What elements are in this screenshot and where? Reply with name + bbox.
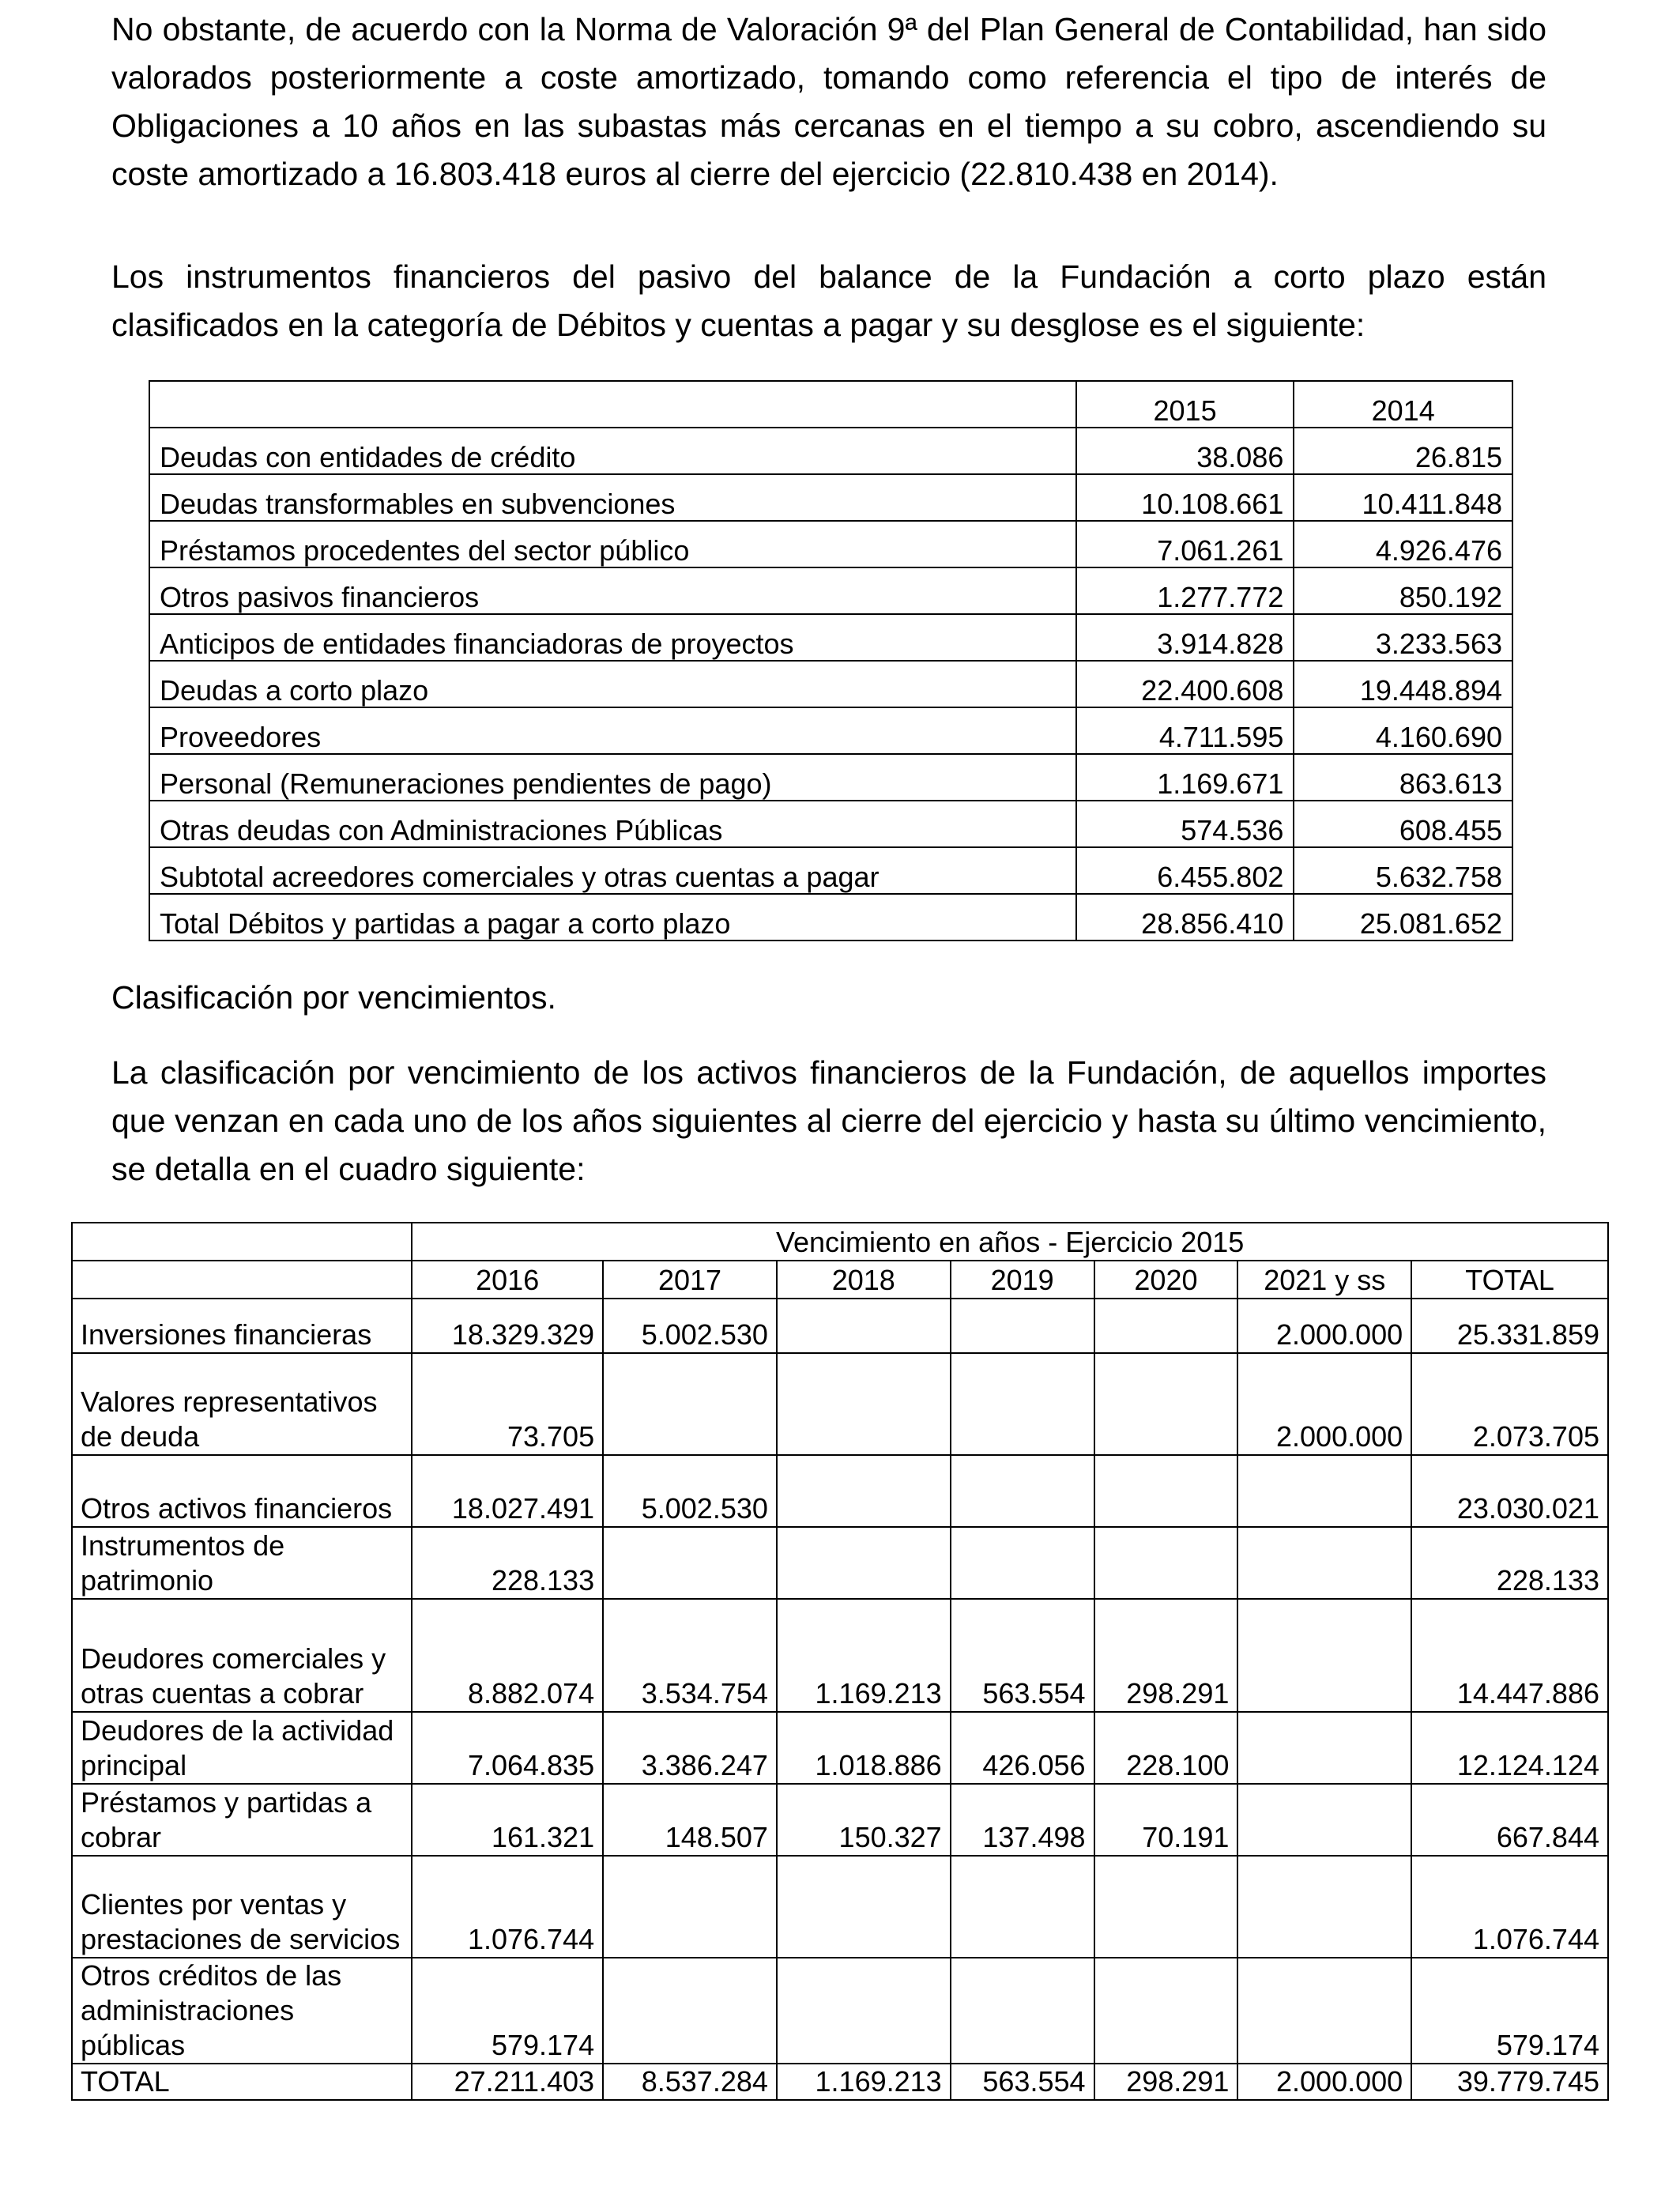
group-header-row xyxy=(72,1223,1608,1261)
table-cell: 18.027.491 xyxy=(412,1455,603,1527)
table-cell: 4.160.690 xyxy=(1294,707,1512,754)
table-cell: 228.133 xyxy=(1411,1527,1608,1599)
column-header: 2016 xyxy=(412,1261,603,1299)
table-row xyxy=(149,707,1512,754)
table-cell: 150.327 xyxy=(777,1784,951,1856)
table-cell: 3.233.563 xyxy=(1294,614,1512,661)
table-cell xyxy=(1237,1784,1411,1856)
row-label: Deudas con entidades de crédito xyxy=(149,428,1076,474)
table-cell xyxy=(777,1958,951,2064)
table-cell: 26.815 xyxy=(1294,428,1512,474)
table-cell xyxy=(777,1353,951,1455)
empty-cell xyxy=(72,1223,412,1261)
table-cell: 1.169.671 xyxy=(1076,754,1294,801)
table-cell: 23.030.021 xyxy=(1411,1455,1608,1527)
table-cell: 10.108.661 xyxy=(1076,474,1294,521)
table-cell: 2.000.000 xyxy=(1237,2064,1411,2100)
row-label: Otros pasivos financieros xyxy=(149,567,1076,614)
table-cell xyxy=(1237,1958,1411,2064)
row-label: Subtotal acreedores comerciales y otras cuentas a pagar xyxy=(149,847,1076,894)
table-row xyxy=(149,661,1512,707)
table-cell xyxy=(951,1299,1094,1353)
column-header: TOTAL xyxy=(1411,1261,1608,1299)
row-label: Préstamos procedentes del sector público xyxy=(149,521,1076,567)
table-cell: 2.000.000 xyxy=(1237,1299,1411,1353)
table-cell xyxy=(603,1527,777,1599)
row-label: Deudas transformables en subvenciones xyxy=(149,474,1076,521)
table-cell: 579.174 xyxy=(1411,1958,1608,2064)
table-cell xyxy=(777,1455,951,1527)
table-cell: 563.554 xyxy=(951,2064,1094,2100)
table-header-row xyxy=(149,381,1512,428)
table-cell: 3.386.247 xyxy=(603,1712,777,1784)
column-header: 2015 xyxy=(1076,381,1294,428)
row-label: Otros activos financieros xyxy=(72,1455,412,1527)
table-cell xyxy=(1094,1527,1238,1599)
row-label: Otros créditos de las administraciones públicas xyxy=(72,1958,412,2064)
table-cell: 27.211.403 xyxy=(412,2064,603,2100)
table-cell xyxy=(1237,1712,1411,1784)
table-cell: 5.002.530 xyxy=(603,1455,777,1527)
table-row xyxy=(149,428,1512,474)
table-cell: 579.174 xyxy=(412,1958,603,2064)
table-row xyxy=(72,1856,1608,1958)
liabilities-table xyxy=(149,380,1513,941)
row-label: Deudores de la actividad principal xyxy=(72,1712,412,1784)
column-header: 2020 xyxy=(1094,1261,1238,1299)
table-cell xyxy=(777,1856,951,1958)
table-row xyxy=(72,1527,1608,1599)
row-label: Otras deudas con Administraciones Públicas xyxy=(149,801,1076,847)
table-cell: 28.856.410 xyxy=(1076,894,1294,941)
table-cell: 73.705 xyxy=(412,1353,603,1455)
group-header: Vencimiento en años - Ejercicio 2015 xyxy=(412,1223,1608,1261)
table-cell xyxy=(951,1958,1094,2064)
table-cell: 7.064.835 xyxy=(412,1712,603,1784)
table-cell: 6.455.802 xyxy=(1076,847,1294,894)
table-cell: 426.056 xyxy=(951,1712,1094,1784)
table-row xyxy=(72,1455,1608,1527)
table-row xyxy=(72,1353,1608,1455)
table-row xyxy=(149,567,1512,614)
table-cell xyxy=(1237,1527,1411,1599)
table-cell xyxy=(1094,1353,1238,1455)
table-cell: 1.076.744 xyxy=(412,1856,603,1958)
table-cell: 137.498 xyxy=(951,1784,1094,1856)
table-cell: 1.018.886 xyxy=(777,1712,951,1784)
row-label: Clientes por ventas y prestaciones de servicios xyxy=(72,1856,412,1958)
table-row xyxy=(72,1784,1608,1856)
table-cell: 1.076.744 xyxy=(1411,1856,1608,1958)
table-cell: 4.711.595 xyxy=(1076,707,1294,754)
table-cell: 4.926.476 xyxy=(1294,521,1512,567)
table-cell: 161.321 xyxy=(412,1784,603,1856)
row-label: Instrumentos de patrimonio xyxy=(72,1527,412,1599)
column-header: 2018 xyxy=(777,1261,951,1299)
table-cell: 14.447.886 xyxy=(1411,1599,1608,1712)
table-cell xyxy=(1094,1299,1238,1353)
table-cell: 863.613 xyxy=(1294,754,1512,801)
table-row xyxy=(72,1299,1608,1353)
table-row xyxy=(72,1599,1608,1712)
table-cell: 8.882.074 xyxy=(412,1599,603,1712)
table-cell: 563.554 xyxy=(951,1599,1094,1712)
row-label: Inversiones financieras xyxy=(72,1299,412,1353)
column-header: 2019 xyxy=(951,1261,1094,1299)
row-label: Proveedores xyxy=(149,707,1076,754)
table-cell: 1.169.213 xyxy=(777,1599,951,1712)
table-row xyxy=(149,614,1512,661)
table-cell: 298.291 xyxy=(1094,1599,1238,1712)
table-cell: 2.073.705 xyxy=(1411,1353,1608,1455)
table-cell: 2.000.000 xyxy=(1237,1353,1411,1455)
table-row xyxy=(149,894,1512,941)
table-cell: 12.124.124 xyxy=(1411,1712,1608,1784)
table-cell xyxy=(951,1527,1094,1599)
table-cell: 574.536 xyxy=(1076,801,1294,847)
table-row xyxy=(72,1712,1608,1784)
table-cell: 3.534.754 xyxy=(603,1599,777,1712)
row-label: Valores representativos de deuda xyxy=(72,1353,412,1455)
table-cell xyxy=(951,1856,1094,1958)
table-cell: 18.329.329 xyxy=(412,1299,603,1353)
table-row xyxy=(149,801,1512,847)
row-label: Anticipos de entidades financiadoras de proyectos xyxy=(149,614,1076,661)
table-cell xyxy=(951,1353,1094,1455)
maturity-paragraph: La clasificación por vencimiento de los activos financieros de la Fundación, de aquellos importes que venzan en cada uno de los años siguientes al cierre del ejercicio y hasta su último vencimiento, se detalla en el cuadro siguiente: xyxy=(111,1054,1546,1187)
table-cell: 25.081.652 xyxy=(1294,894,1512,941)
table-cell: 3.914.828 xyxy=(1076,614,1294,661)
table-row xyxy=(149,754,1512,801)
intro-paragraph: No obstante, de acuerdo con la Norma de Valoración 9ª del Plan General de Contabilidad, han sido valorados posteriormente a coste amortizado, tomando como referencia el tipo de interés de Obligaciones a 10 años en las subastas más cercanas en el tiempo a su cobro, ascendiendo su coste amortizado a 16.803.418 euros al cierre del ejercicio (22.810.438 en 2014). xyxy=(111,11,1546,192)
maturity-table xyxy=(71,1222,1609,2101)
table-cell xyxy=(1237,1599,1411,1712)
table-cell: 148.507 xyxy=(603,1784,777,1856)
table-cell: 8.537.284 xyxy=(603,2064,777,2100)
table-cell xyxy=(1094,1455,1238,1527)
table-cell: 7.061.261 xyxy=(1076,521,1294,567)
table-cell: 38.086 xyxy=(1076,428,1294,474)
table-cell xyxy=(603,1353,777,1455)
table-cell: 5.002.530 xyxy=(603,1299,777,1353)
table-cell: 39.779.745 xyxy=(1411,2064,1608,2100)
table-cell xyxy=(1094,1958,1238,2064)
table-cell: 70.191 xyxy=(1094,1784,1238,1856)
table-cell: 1.169.213 xyxy=(777,2064,951,2100)
table-row xyxy=(149,474,1512,521)
table-cell xyxy=(1237,1455,1411,1527)
column-header: 2014 xyxy=(1294,381,1512,428)
table-cell: 228.133 xyxy=(412,1527,603,1599)
table-cell xyxy=(1237,1856,1411,1958)
table-cell xyxy=(777,1527,951,1599)
row-label: Personal (Remuneraciones pendientes de pago) xyxy=(149,754,1076,801)
row-label: Deudores comerciales y otras cuentas a cobrar xyxy=(72,1599,412,1712)
table-cell: 850.192 xyxy=(1294,567,1512,614)
table-cell: 10.411.848 xyxy=(1294,474,1512,521)
table-cell: 25.331.859 xyxy=(1411,1299,1608,1353)
section-heading: Clasificación por vencimientos. xyxy=(111,979,556,1016)
table-cell xyxy=(777,1299,951,1353)
table-cell: 1.277.772 xyxy=(1076,567,1294,614)
table-cell: 608.455 xyxy=(1294,801,1512,847)
table-cell xyxy=(1094,1856,1238,1958)
table-cell xyxy=(603,1856,777,1958)
table-cell xyxy=(603,1958,777,2064)
row-label: Préstamos y partidas a cobrar xyxy=(72,1784,412,1856)
row-label: Total Débitos y partidas a pagar a corto plazo xyxy=(149,894,1076,941)
table-cell: 667.844 xyxy=(1411,1784,1608,1856)
table-cell: 228.100 xyxy=(1094,1712,1238,1784)
liabilities-paragraph: Los instrumentos financieros del pasivo del balance de la Fundación a corto plazo están clasificados en la categoría de Débitos y cuentas a pagar y su desglose es el siguiente: xyxy=(111,258,1546,343)
table-header-row xyxy=(72,1261,1608,1299)
column-header xyxy=(72,1261,412,1299)
table-cell: 19.448.894 xyxy=(1294,661,1512,707)
table-cell: 298.291 xyxy=(1094,2064,1238,2100)
table-cell xyxy=(951,1455,1094,1527)
column-header: 2021 y ss xyxy=(1237,1261,1411,1299)
column-header xyxy=(149,381,1076,428)
row-label: TOTAL xyxy=(72,2064,412,2100)
table-cell: 5.632.758 xyxy=(1294,847,1512,894)
row-label: Deudas a corto plazo xyxy=(149,661,1076,707)
table-row xyxy=(149,521,1512,567)
table-row xyxy=(72,2064,1608,2100)
table-row xyxy=(72,1958,1608,2064)
column-header: 2017 xyxy=(603,1261,777,1299)
table-row xyxy=(149,847,1512,894)
table-cell: 22.400.608 xyxy=(1076,661,1294,707)
